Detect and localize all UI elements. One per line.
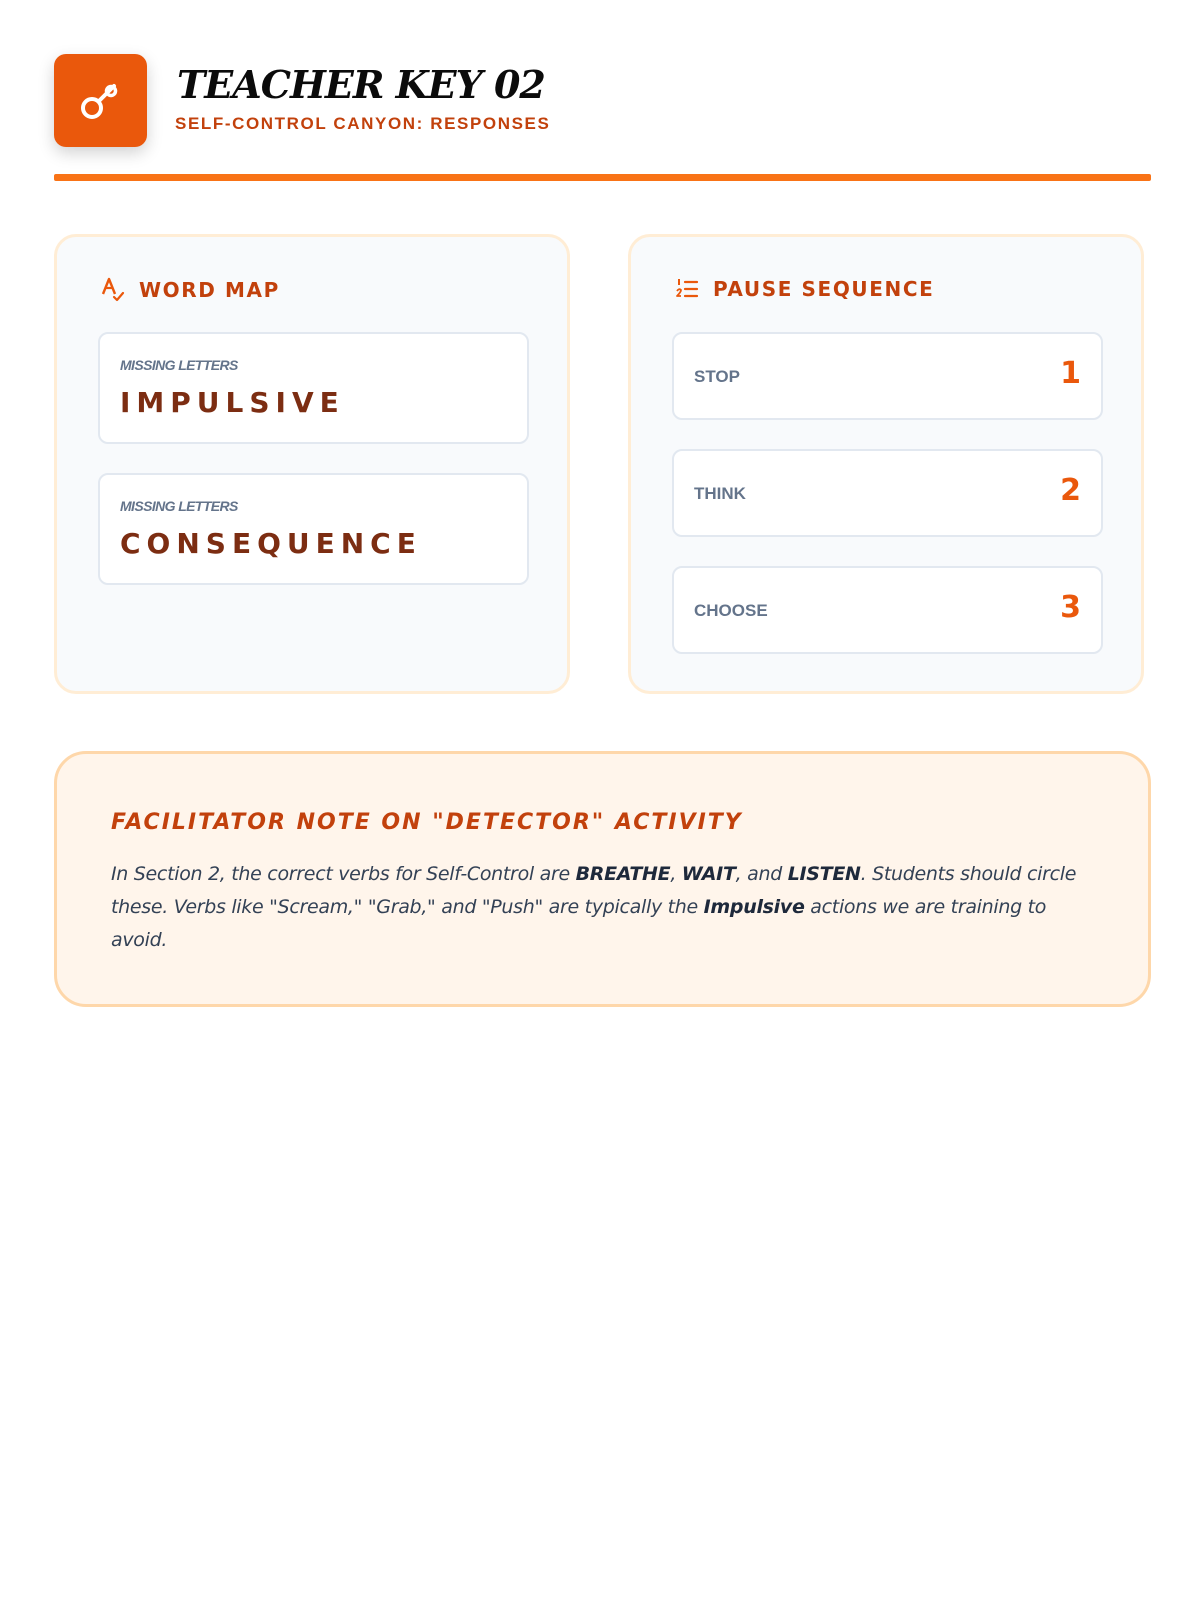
pause-sequence-title: PAUSE SEQUENCE: [713, 277, 935, 301]
numbered-list-icon: [675, 277, 699, 301]
note-body: [111, 858, 1096, 957]
word-card-label: MISSING LETTERS: [120, 357, 238, 373]
step-label: STOP: [694, 367, 740, 386]
word-map-title: WORD MAP: [139, 278, 280, 302]
note-text: ,: [670, 863, 682, 885]
sequence-step: [672, 449, 1103, 537]
spellcheck-icon: [101, 277, 125, 303]
pause-sequence-panel: [628, 234, 1144, 694]
sequence-step: [672, 566, 1103, 654]
word-card: [98, 473, 529, 585]
note-text: actions we are training to avoid.: [111, 896, 1047, 951]
key-icon: [77, 77, 125, 125]
note-emphasis: Impulsive: [703, 896, 805, 918]
page-subtitle: SELF-CONTROL CANYON: RESPONSES: [175, 114, 551, 133]
note-verb: BREATHE: [575, 863, 671, 885]
note-title: FACILITATOR NOTE ON "DETECTOR" ACTIVITY: [111, 810, 743, 835]
pause-sequence-heading: [675, 277, 934, 301]
note-text: In Section 2, the correct verbs for Self-Control are: [111, 863, 576, 885]
facilitator-note: [54, 751, 1151, 1007]
word-card: [98, 332, 529, 444]
note-verb: LISTEN: [787, 863, 861, 885]
note-text: . Students should circle these. Verbs like "Scream," "Grab," and "Push" are typically the: [111, 863, 1077, 918]
word-card-label: MISSING LETTERS: [120, 498, 238, 514]
word-map-panel: [54, 234, 570, 694]
step-label: THINK: [694, 484, 746, 503]
sequence-step: [672, 332, 1103, 420]
step-number: 3: [1060, 590, 1081, 625]
step-number: 2: [1060, 473, 1081, 508]
logo-badge: [54, 54, 147, 147]
note-text: , and: [735, 863, 788, 885]
page-header: [54, 54, 1151, 182]
word-map-heading: [101, 277, 280, 303]
page-title: TEACHER KEY 02: [177, 62, 545, 107]
note-verb: WAIT: [681, 863, 736, 885]
word-card-word: CONSEQUENCE: [120, 527, 422, 560]
step-label: CHOOSE: [694, 601, 768, 620]
step-number: 1: [1060, 356, 1081, 391]
header-divider: [54, 174, 1151, 181]
word-card-word: IMPULSIVE: [120, 386, 345, 419]
